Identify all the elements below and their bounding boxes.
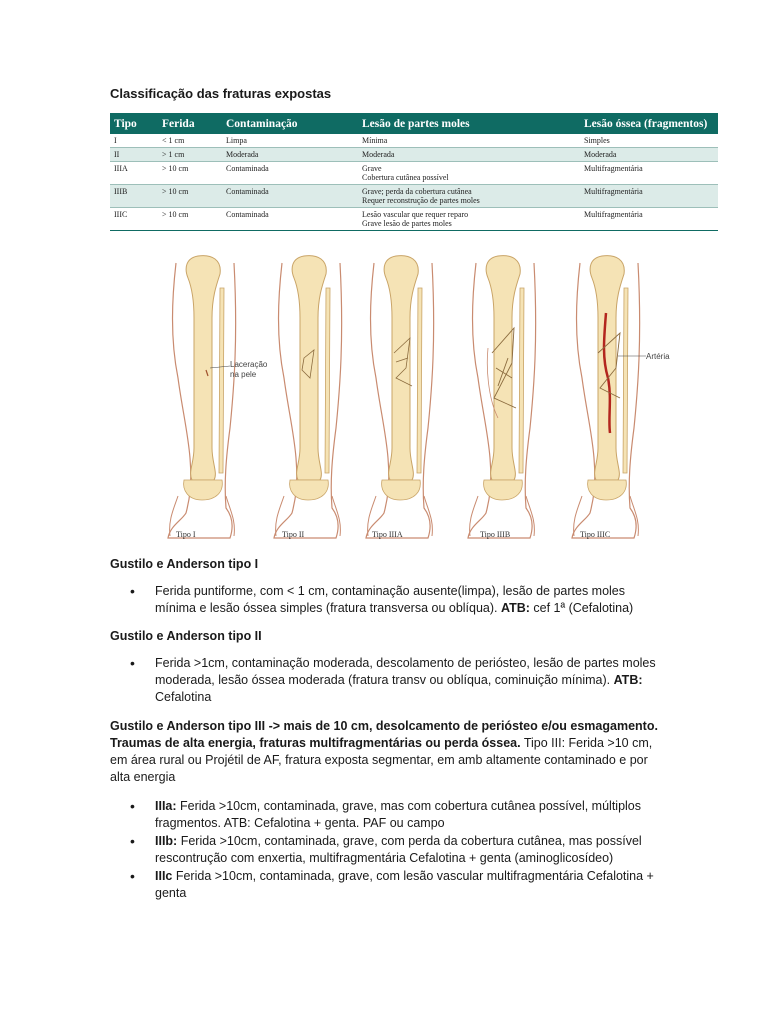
- cell-line: Grave; perda da cobertura cutânea: [362, 187, 472, 196]
- bullet-label: IIIb:: [155, 834, 178, 848]
- leg-tipo-ii-figure: [274, 256, 342, 538]
- cell-contaminacao: Contaminada: [222, 208, 358, 231]
- cell-lesao-ossea: Simples: [580, 134, 718, 148]
- bullet-text: Ferida >10cm, contaminada, grave, mas com cobertura cutânea possível, múltiplos fragmentos. ATB: Cefalotina + genta. PAF ou campo: [155, 799, 642, 830]
- table-row: [110, 134, 718, 148]
- caption-tipo-iiic: Tipo IIIC: [580, 530, 611, 539]
- bullet-text: Ferida >1cm, contaminação moderada, descolamento de periósteo, lesão de partes moles moderada, lesão óssea moderada (fratura transv ou oblíqua, cominuição mínima).: [155, 656, 656, 687]
- bullet-label: IIIc: [155, 869, 173, 883]
- fracture-classification-table: [110, 113, 718, 231]
- col-header-contaminacao: Contaminação: [222, 113, 358, 134]
- list-item: [130, 655, 660, 706]
- section-tipo-iii-paragraph: [110, 718, 670, 786]
- cell-lesao-ossea: Moderada: [580, 148, 718, 162]
- list-tipo-ii: [130, 655, 660, 707]
- heading-tipo-iii: Gustilo e Anderson tipo III -> mais de 10 cm, desolcamento de periósteo e/ou esmagamento. Traumas de alta energia, fraturas multifragmentárias ou perda óssea.: [110, 719, 658, 750]
- col-header-partes-moles: Lesão de partes moles: [358, 113, 580, 134]
- cell-line: Cobertura cutânea possível: [362, 173, 449, 182]
- cell-line: Requer reconstrução de partes moles: [362, 196, 480, 205]
- cell-contaminacao: Contaminada: [222, 185, 358, 208]
- cell-ferida: > 10 cm: [158, 208, 222, 231]
- cell-line: Grave lesão de partes moles: [362, 219, 452, 228]
- cell-lesao-ossea: Multifragmentária: [580, 162, 718, 185]
- leg-tipo-i-figure: [168, 256, 236, 538]
- atb-value: cef 1ª (Cefalotina): [529, 601, 634, 615]
- cell-line: Moderada: [362, 150, 395, 159]
- cell-partes-moles: [358, 162, 580, 185]
- cell-contaminacao: Moderada: [222, 148, 358, 162]
- list-item: [130, 798, 660, 832]
- leg-tipo-iiia-figure: [366, 256, 434, 538]
- tipo-iii-body: Tipo III: Ferida >10 cm, em área rural ou Projétil de AF, fratura exposta segmentar, em amb altamente contaminado e por alta energia: [110, 736, 653, 784]
- fracture-types-illustration: [140, 248, 670, 548]
- col-header-lesao-ossea: Lesão óssea (fragmentos): [580, 113, 718, 134]
- cell-ferida: > 1 cm: [158, 148, 222, 162]
- atb-label: ATB:: [501, 601, 530, 615]
- cell-lesao-ossea: Multifragmentária: [580, 185, 718, 208]
- heading-tipo-ii: Gustilo e Anderson tipo II: [110, 629, 262, 643]
- cell-contaminacao: Contaminada: [222, 162, 358, 185]
- caption-tipo-iiib: Tipo IIIB: [480, 530, 511, 539]
- caption-tipo-i: Tipo I: [176, 530, 196, 539]
- cell-tipo: II: [110, 148, 158, 162]
- list-item: [130, 583, 660, 617]
- section-tipo-i-heading: [110, 556, 670, 573]
- caption-tipo-iiia: Tipo IIIA: [372, 530, 403, 539]
- cell-ferida: > 10 cm: [158, 162, 222, 185]
- cell-ferida: < 1 cm: [158, 134, 222, 148]
- heading-tipo-i: Gustilo e Anderson tipo I: [110, 557, 259, 571]
- list-tipo-iii: [130, 798, 660, 903]
- cell-ferida: > 10 cm: [158, 185, 222, 208]
- cell-partes-moles: [358, 148, 580, 162]
- cell-partes-moles: [358, 134, 580, 148]
- cell-tipo: IIIC: [110, 208, 158, 231]
- col-header-tipo: Tipo: [110, 113, 158, 134]
- cell-partes-moles: [358, 185, 580, 208]
- atb-value: Cefalotina: [155, 690, 212, 704]
- cell-tipo: I: [110, 134, 158, 148]
- cell-line: Mínima: [362, 136, 388, 145]
- bullet-text: Ferida >10cm, contaminada, grave, com lesão vascular multifragmentária Cefalotina + genta: [155, 869, 654, 900]
- cell-contaminacao: Limpa: [222, 134, 358, 148]
- table-row: [110, 148, 718, 162]
- table-row: [110, 162, 718, 185]
- table-header-row: [110, 113, 718, 134]
- bullet-label: IIIa:: [155, 799, 177, 813]
- caption-tipo-ii: Tipo II: [282, 530, 305, 539]
- cell-line: Lesão vascular que requer reparo: [362, 210, 469, 219]
- section-tipo-ii-heading: [110, 628, 670, 645]
- cell-partes-moles: [358, 208, 580, 231]
- laceration-label-line1: Laceração: [230, 360, 268, 369]
- cell-line: Grave: [362, 164, 382, 173]
- leg-tipo-iiib-figure: [468, 256, 536, 538]
- list-item: [130, 868, 660, 902]
- list-item: [130, 833, 660, 867]
- laceration-label-line2: na pele: [230, 370, 257, 379]
- table-row: [110, 208, 718, 231]
- cell-tipo: IIIA: [110, 162, 158, 185]
- document-title: Classificação das fraturas expostas: [110, 86, 332, 101]
- bullet-text: Ferida >10cm, contaminada, grave, com perda da cobertura cutânea, mas possível rescontrução com enxertia, multifragmentária Cefalotina + genta (aminoglicosídeo): [155, 834, 642, 865]
- cell-tipo: IIIB: [110, 185, 158, 208]
- artery-label: Artéria: [646, 352, 670, 361]
- bullet-text: Ferida puntiforme, com < 1 cm, contaminação ausente(limpa), lesão de partes moles mínima e lesão óssea simples (fratura transversa ou oblíqua).: [155, 584, 626, 615]
- table-row: [110, 185, 718, 208]
- list-tipo-i: [130, 583, 660, 618]
- leg-tipo-iiic-figure: [572, 256, 640, 538]
- atb-label: ATB:: [613, 673, 643, 687]
- cell-lesao-ossea: Multifragmentária: [580, 208, 718, 231]
- col-header-ferida: Ferida: [158, 113, 222, 134]
